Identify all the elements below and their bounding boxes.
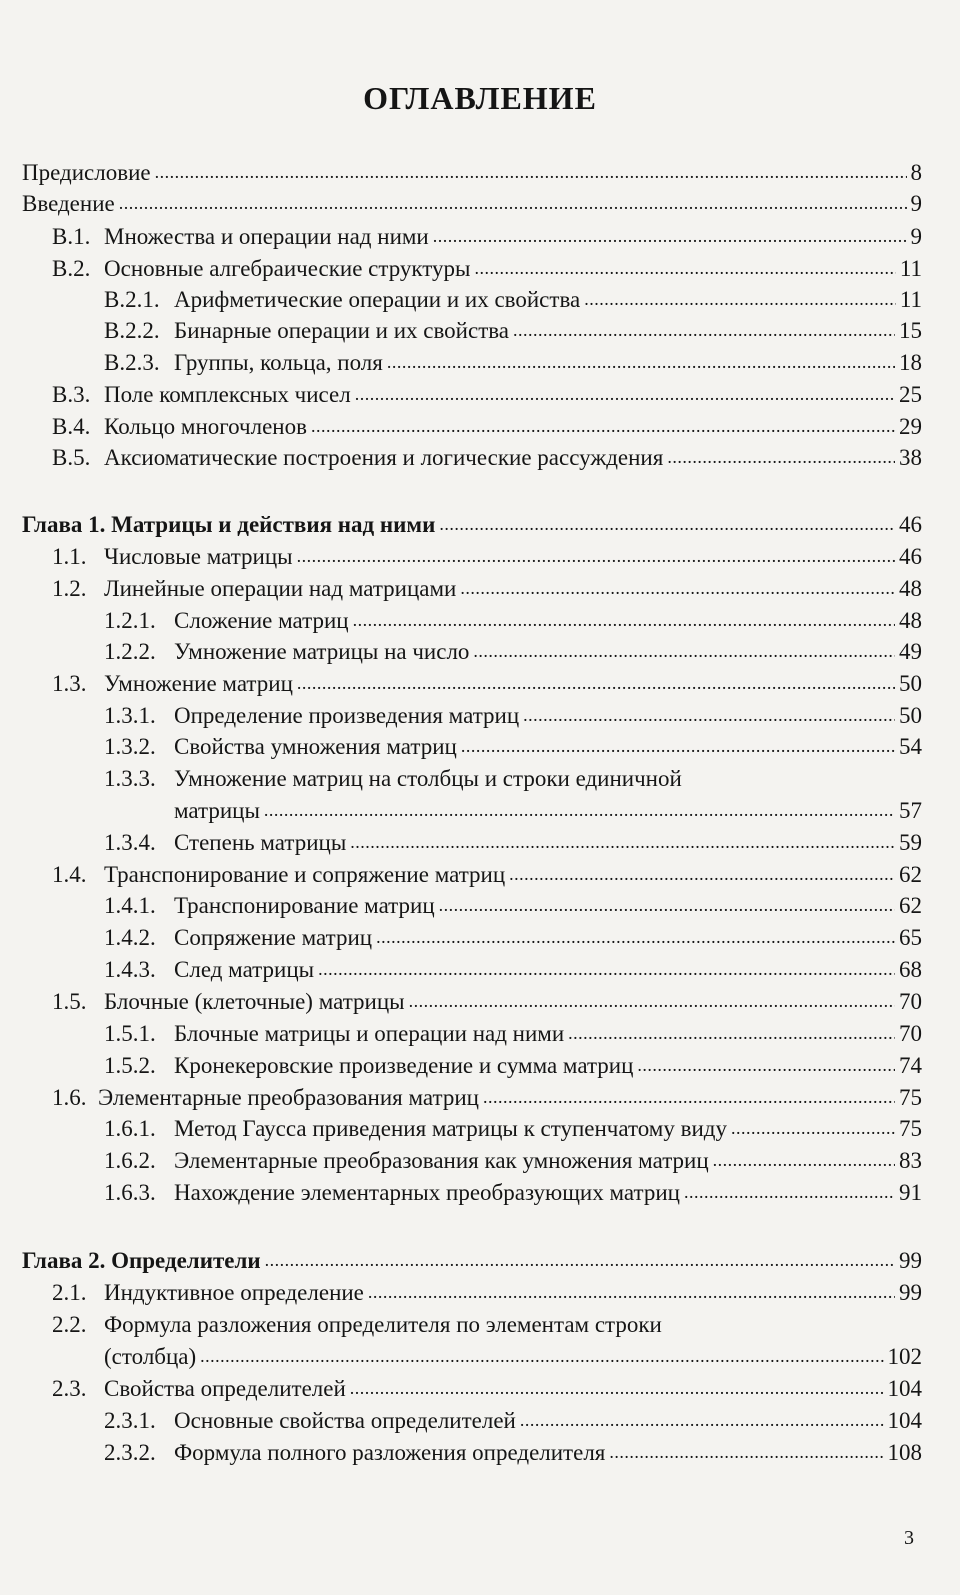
entry-page: 102: [887, 1344, 922, 1369]
entry-page: 38: [899, 445, 922, 470]
entry-number: 2.1.: [52, 1280, 87, 1305]
leader-dots: [473, 637, 895, 666]
leader-dots: [568, 1019, 895, 1048]
entry-label: Линейные операции над матрицами: [104, 576, 457, 601]
chapter-label: Глава 2. Определители: [22, 1248, 261, 1273]
entry-label: Бинарные операции и их свойства: [174, 318, 510, 343]
toc-entry[interactable]: [52, 542, 922, 571]
entry-page: 15: [899, 318, 922, 343]
entry-page: 108: [887, 1440, 922, 1465]
toc-entry[interactable]: [52, 222, 922, 251]
entry-label: Предисловие: [22, 160, 151, 185]
entry-label: Введение: [22, 191, 115, 216]
entry-page: 57: [899, 798, 922, 823]
toc-entry[interactable]: [52, 1278, 922, 1307]
toc-entry[interactable]: [52, 380, 922, 409]
entry-page: 75: [899, 1116, 922, 1141]
toc-chapter[interactable]: [22, 1246, 922, 1275]
entry-label: Поле комплексных чисел: [104, 382, 351, 407]
entry-label: Сложение матриц: [174, 608, 349, 633]
entry-page: 54: [899, 734, 922, 759]
entry-label: Основные свойства определителей: [174, 1408, 516, 1433]
entry-number: В.2.3.: [104, 350, 160, 375]
toc-entry-first-line: [104, 764, 682, 793]
entry-number: 1.1.: [52, 544, 87, 569]
entry-number: 1.5.: [52, 989, 87, 1014]
entry-page: 11: [899, 256, 922, 281]
leader-dots: [584, 285, 896, 314]
entry-label: Формула полного разложения определителя: [174, 1440, 606, 1465]
entry-number: 1.2.: [52, 576, 87, 601]
entry-page: 49: [899, 639, 922, 664]
entry-page: 50: [899, 671, 922, 696]
entry-page: 99: [899, 1248, 922, 1273]
entry-label: Блочные (клеточные) матрицы: [104, 989, 405, 1014]
entry-page: 65: [899, 925, 922, 950]
entry-number: 1.3.4.: [104, 830, 156, 855]
entry-page: 104: [887, 1408, 922, 1433]
toc-entry[interactable]: [104, 606, 922, 635]
toc-entry[interactable]: [52, 443, 922, 472]
leader-dots: [637, 1051, 895, 1080]
toc-entry[interactable]: [104, 955, 922, 984]
page-title: ОГЛАВЛЕНИЕ: [363, 80, 597, 116]
entry-number: В.1.: [52, 224, 91, 249]
leader-dots: [461, 732, 895, 761]
entry-label-continued: матрицы: [174, 798, 260, 823]
entry-label: Блочные матрицы и операции над ними: [174, 1021, 565, 1046]
entry-number: В.2.: [52, 256, 91, 281]
entry-page: 48: [899, 576, 922, 601]
leader-dots: [264, 796, 895, 825]
entry-page: 18: [899, 350, 922, 375]
entry-page: 8: [910, 160, 922, 185]
leader-dots: [513, 316, 895, 345]
toc-entry-first-line: [52, 1310, 662, 1339]
entry-number: 2.3.: [52, 1376, 87, 1401]
entry-label: Умножение матриц: [104, 671, 293, 696]
entry-number: 1.4.: [52, 862, 87, 887]
toc-entry[interactable]: [52, 860, 922, 889]
entry-number: 2.2.: [52, 1312, 87, 1337]
leader-dots: [297, 669, 895, 698]
toc-entry[interactable]: [104, 1406, 922, 1435]
page-number: 3: [904, 1527, 914, 1549]
toc-entry[interactable]: [52, 412, 922, 441]
toc-entry[interactable]: [104, 637, 922, 666]
entry-label: Формула разложения определителя по элементам строки: [104, 1312, 662, 1337]
entry-label: Множества и операции над ними: [104, 224, 429, 249]
entry-page: 62: [899, 862, 922, 887]
leader-dots: [155, 158, 907, 187]
toc-entry[interactable]: [104, 1146, 922, 1175]
entry-number: 1.5.2.: [104, 1053, 156, 1078]
leader-dots: [523, 701, 895, 730]
leader-dots: [353, 606, 895, 635]
leader-dots: [609, 1438, 883, 1467]
entry-page: 50: [899, 703, 922, 728]
entry-page: 11: [899, 287, 922, 312]
entry-page: 59: [899, 830, 922, 855]
toc-entry[interactable]: [52, 987, 922, 1016]
toc-entry[interactable]: [104, 1342, 922, 1371]
leader-dots: [713, 1146, 895, 1175]
entry-label: Транспонирование матриц: [174, 893, 435, 918]
leader-dots: [355, 380, 895, 409]
toc-entry[interactable]: [52, 669, 922, 698]
leader-dots: [119, 189, 907, 218]
toc-entry[interactable]: [22, 158, 922, 187]
leader-dots: [409, 987, 895, 1016]
entry-page: 48: [899, 608, 922, 633]
leader-dots: [200, 1342, 883, 1371]
entry-number: 1.2.2.: [104, 639, 156, 664]
entry-label: Умножение матриц на столбцы и строки единичной: [174, 766, 682, 791]
entry-label: Основные алгебраические структуры: [104, 256, 471, 281]
entry-page: 99: [899, 1280, 922, 1305]
toc-entry[interactable]: [104, 732, 922, 761]
entry-page: 74: [899, 1053, 922, 1078]
entry-label: Определение произведения матриц: [174, 703, 520, 728]
toc-entry[interactable]: [104, 1114, 922, 1143]
leader-dots: [684, 1178, 895, 1207]
toc-entry[interactable]: [104, 923, 922, 952]
entry-number: 1.5.1.: [104, 1021, 156, 1046]
toc-entry[interactable]: [52, 574, 922, 603]
entry-page: 91: [899, 1180, 922, 1205]
entry-page: 70: [899, 989, 922, 1014]
toc-entry[interactable]: [52, 1374, 922, 1403]
entry-number: 1.3.2.: [104, 734, 156, 759]
entry-label: Группы, кольца, поля: [174, 350, 383, 375]
entry-number: В.4.: [52, 414, 91, 439]
toc-entry[interactable]: [52, 1083, 922, 1112]
chapter-label: Глава 1. Матрицы и действия над ними: [22, 512, 436, 537]
entry-page: 25: [899, 382, 922, 407]
entry-page: 9: [910, 224, 922, 249]
entry-number: 2.3.2.: [104, 1440, 156, 1465]
leader-dots: [439, 891, 895, 920]
leader-dots: [350, 1374, 884, 1403]
leader-dots: [297, 542, 895, 571]
toc-entry[interactable]: [104, 348, 922, 377]
entry-label: Аксиоматические построения и логические рассуждения: [104, 445, 664, 470]
toc-entry[interactable]: [104, 1019, 922, 1048]
entry-number: В.5.: [52, 445, 91, 470]
leader-dots: [387, 348, 895, 377]
leader-dots: [376, 923, 895, 952]
toc-entry[interactable]: [104, 828, 922, 857]
leader-dots: [433, 222, 907, 251]
entry-label: Числовые матрицы: [104, 544, 293, 569]
toc-entry[interactable]: [104, 316, 922, 345]
entry-page: 68: [899, 957, 922, 982]
toc-entry[interactable]: [174, 796, 922, 825]
toc-chapter[interactable]: [22, 510, 922, 539]
toc-entry[interactable]: [52, 254, 922, 283]
entry-label: Кронекеровские произведение и сумма матриц: [174, 1053, 634, 1078]
toc-entry[interactable]: [104, 1178, 922, 1207]
entry-number: 1.6.3.: [104, 1180, 156, 1205]
entry-page: 29: [899, 414, 922, 439]
entry-label: Умножение матрицы на число: [174, 639, 470, 664]
leader-dots: [368, 1278, 895, 1307]
entry-label: Свойства умножения матриц: [174, 734, 457, 759]
toc-entry[interactable]: [104, 1438, 922, 1467]
toc-entry[interactable]: [104, 1051, 922, 1080]
entry-label: Арифметические операции и их свойства: [174, 287, 581, 312]
entry-number: 1.6.1.: [104, 1116, 156, 1141]
entry-number: 1.4.3.: [104, 957, 156, 982]
entry-label: Нахождение элементарных преобразующих матриц: [174, 1180, 680, 1205]
entry-page: 46: [899, 512, 922, 537]
leader-dots: [520, 1406, 884, 1435]
entry-number: В.3.: [52, 382, 91, 407]
entry-label: Индуктивное определение: [104, 1280, 364, 1305]
entry-number: 1.2.1.: [104, 608, 156, 633]
leader-dots: [667, 443, 895, 472]
entry-page: 83: [899, 1148, 922, 1173]
leader-dots: [474, 254, 895, 283]
entry-number: 1.3.: [52, 671, 87, 696]
leader-dots: [265, 1246, 895, 1275]
leader-dots: [311, 412, 895, 441]
entry-label: След матрицы: [174, 957, 315, 982]
leader-dots: [483, 1083, 895, 1112]
leader-dots: [318, 955, 895, 984]
entry-number: 1.3.1.: [104, 703, 156, 728]
entry-page: 9: [910, 191, 922, 216]
entry-label: Свойства определителей: [104, 1376, 346, 1401]
entry-number: 1.4.2.: [104, 925, 156, 950]
entry-label-continued: (столбца): [104, 1344, 197, 1369]
entry-number: 1.6.2.: [104, 1148, 156, 1173]
leader-dots: [439, 510, 895, 539]
entry-page: 46: [899, 544, 922, 569]
toc-entry[interactable]: [104, 285, 922, 314]
entry-label: Кольцо многочленов: [104, 414, 307, 439]
toc-entry[interactable]: [104, 891, 922, 920]
entry-page: 104: [887, 1376, 922, 1401]
leader-dots: [460, 574, 895, 603]
leader-dots: [509, 860, 895, 889]
entry-number: 1.6.: [52, 1085, 87, 1110]
entry-number: В.2.1.: [104, 287, 160, 312]
entry-number: 1.3.3.: [104, 766, 156, 791]
entry-label: Степень матрицы: [174, 830, 347, 855]
toc-entry[interactable]: [104, 701, 922, 730]
entry-label: Метод Гаусса приведения матрицы к ступенчатому виду: [174, 1116, 727, 1141]
entry-page: 62: [899, 893, 922, 918]
entry-label: Транспонирование и сопряжение матриц: [104, 862, 506, 887]
toc-entry[interactable]: [22, 189, 922, 218]
entry-page: 75: [899, 1085, 922, 1110]
entry-label: Элементарные преобразования как умножения матриц: [174, 1148, 709, 1173]
entry-label: Элементарные преобразования матриц: [98, 1085, 479, 1110]
entry-label: Сопряжение матриц: [174, 925, 373, 950]
entry-number: 2.3.1.: [104, 1408, 156, 1433]
leader-dots: [731, 1114, 895, 1143]
entry-number: В.2.2.: [104, 318, 160, 343]
entry-number: 1.4.1.: [104, 893, 156, 918]
entry-page: 70: [899, 1021, 922, 1046]
leader-dots: [350, 828, 895, 857]
